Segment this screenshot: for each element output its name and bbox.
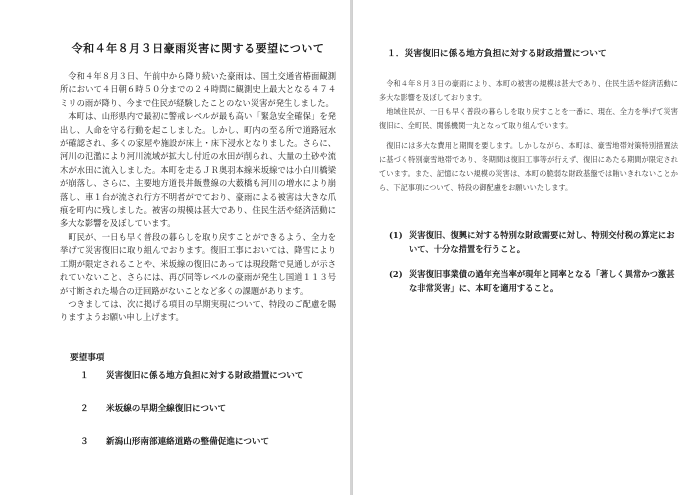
right-page: [352, 0, 700, 495]
request-number: ３: [80, 436, 89, 447]
sub-item-text: 災害復旧、復興に対する特別な財政需要に対し、特別交付税の算定において、十分な措置を行うこと。: [409, 230, 675, 254]
section-heading: １．災害復旧に係る地方負担に対する財政措置について: [387, 49, 607, 59]
sub-item: [379, 268, 678, 295]
sub-item-number: (2): [389, 269, 403, 279]
request-item: [60, 402, 336, 414]
body-paragraph: 町民が、一日も早く普段の暮らしを取り戻すことができるよう、全力を挙げて災害復旧に取り組んでおります。復旧工事においては、降雪により工期が限定されることや、米坂線の復旧にあっては現段階で見通しが示されていないこと、さらには、再び同等レベルの豪雨が発生し国道１１３号が寸断された場合の迂回路がないことなど多くの課題があります。: [60, 231, 336, 296]
sub-item: [379, 229, 678, 256]
body-paragraph: 令和４年８月３日の豪雨により、本町の被害の規模は甚大であり、住民生活や経済活動に多大な影響を及ぼしております。: [379, 79, 678, 102]
request-number: １: [80, 370, 89, 381]
request-item: [60, 435, 336, 447]
sub-item-number: (1): [389, 230, 403, 240]
requests-heading: 要望事項: [70, 352, 105, 363]
sub-item-text: 災害復旧事業債の過年充当率が現年と同率となる「著しく異常かつ激甚な非常災害」に、本町を適用すること。: [409, 269, 675, 293]
request-text: 災害復旧に係る地方負担に対する財政措置について: [106, 370, 304, 381]
document-title: 令和４年８月３日豪雨災害に関する要望について: [71, 42, 325, 55]
body-paragraph: 復旧には多大な費用と期間を要します。しかしながら、本町は、豪雪地帯対策特別措置法に基づく特別豪雪地帯であり、冬期間は復旧工事等が行えず、復旧にあたる期間が限定されています。また、記憶にない規模の災害は、本町の脆弱な財政基盤では賄いきれないことから、下記事項について、特段の御配慮をお願いいたします。: [379, 141, 678, 192]
body-paragraph: 地域住民が、一日も早く普段の暮らしを取り戻すことを一番に、現在、全力を挙げて災害復旧に、全町民、関係機関一丸となって取り組んでいます。: [379, 107, 678, 130]
request-number: ２: [80, 403, 89, 414]
sub-items: [379, 229, 678, 295]
request-item: [60, 369, 336, 381]
body-paragraph: 令和４年８月３日、午前中から降り続いた豪雨は、国土交通省椿面観測所において４日朝６時５０分までの２４時間に観測史上最大となる４７４ミリの雨が降り、今まで住民が経験したことのない災害が発生しました。: [60, 71, 336, 108]
body-paragraph: 本町は、山形県内で最初に警戒レベルが最も高い「緊急安全確保」を発出し、人命を守る行動を起こしました。しかし、町内の至る所で道路冠水が確認され、多くの家屋や施設が床上・床下浸水となりました。さらに、河川の氾濫により河川流域が拡大し付近の水田が削られ、大量の土砂や流木が水田に流入しました。本町を走るＪＲ奥羽本線米坂線では小白川橋梁が崩落し、さらに、主要地方道長井飯豊線の大薮橋も河川の増水により崩落し、車１台が流され行方不明者がでており、豪雨による被害は大きな爪痕を町内に残しました。被害の規模は甚大であり、住民生活や経済活動に多大な影響を及ぼしています。: [60, 111, 336, 229]
request-text: 新潟山形南部連絡道路の整備促進について: [106, 436, 270, 447]
request-text: 米坂線の早期全線復旧について: [106, 403, 227, 414]
body-paragraph: つきましては、次に掲げる項目の早期実現について、特段のご配慮を賜りますようお願い申し上げます。: [60, 298, 336, 323]
